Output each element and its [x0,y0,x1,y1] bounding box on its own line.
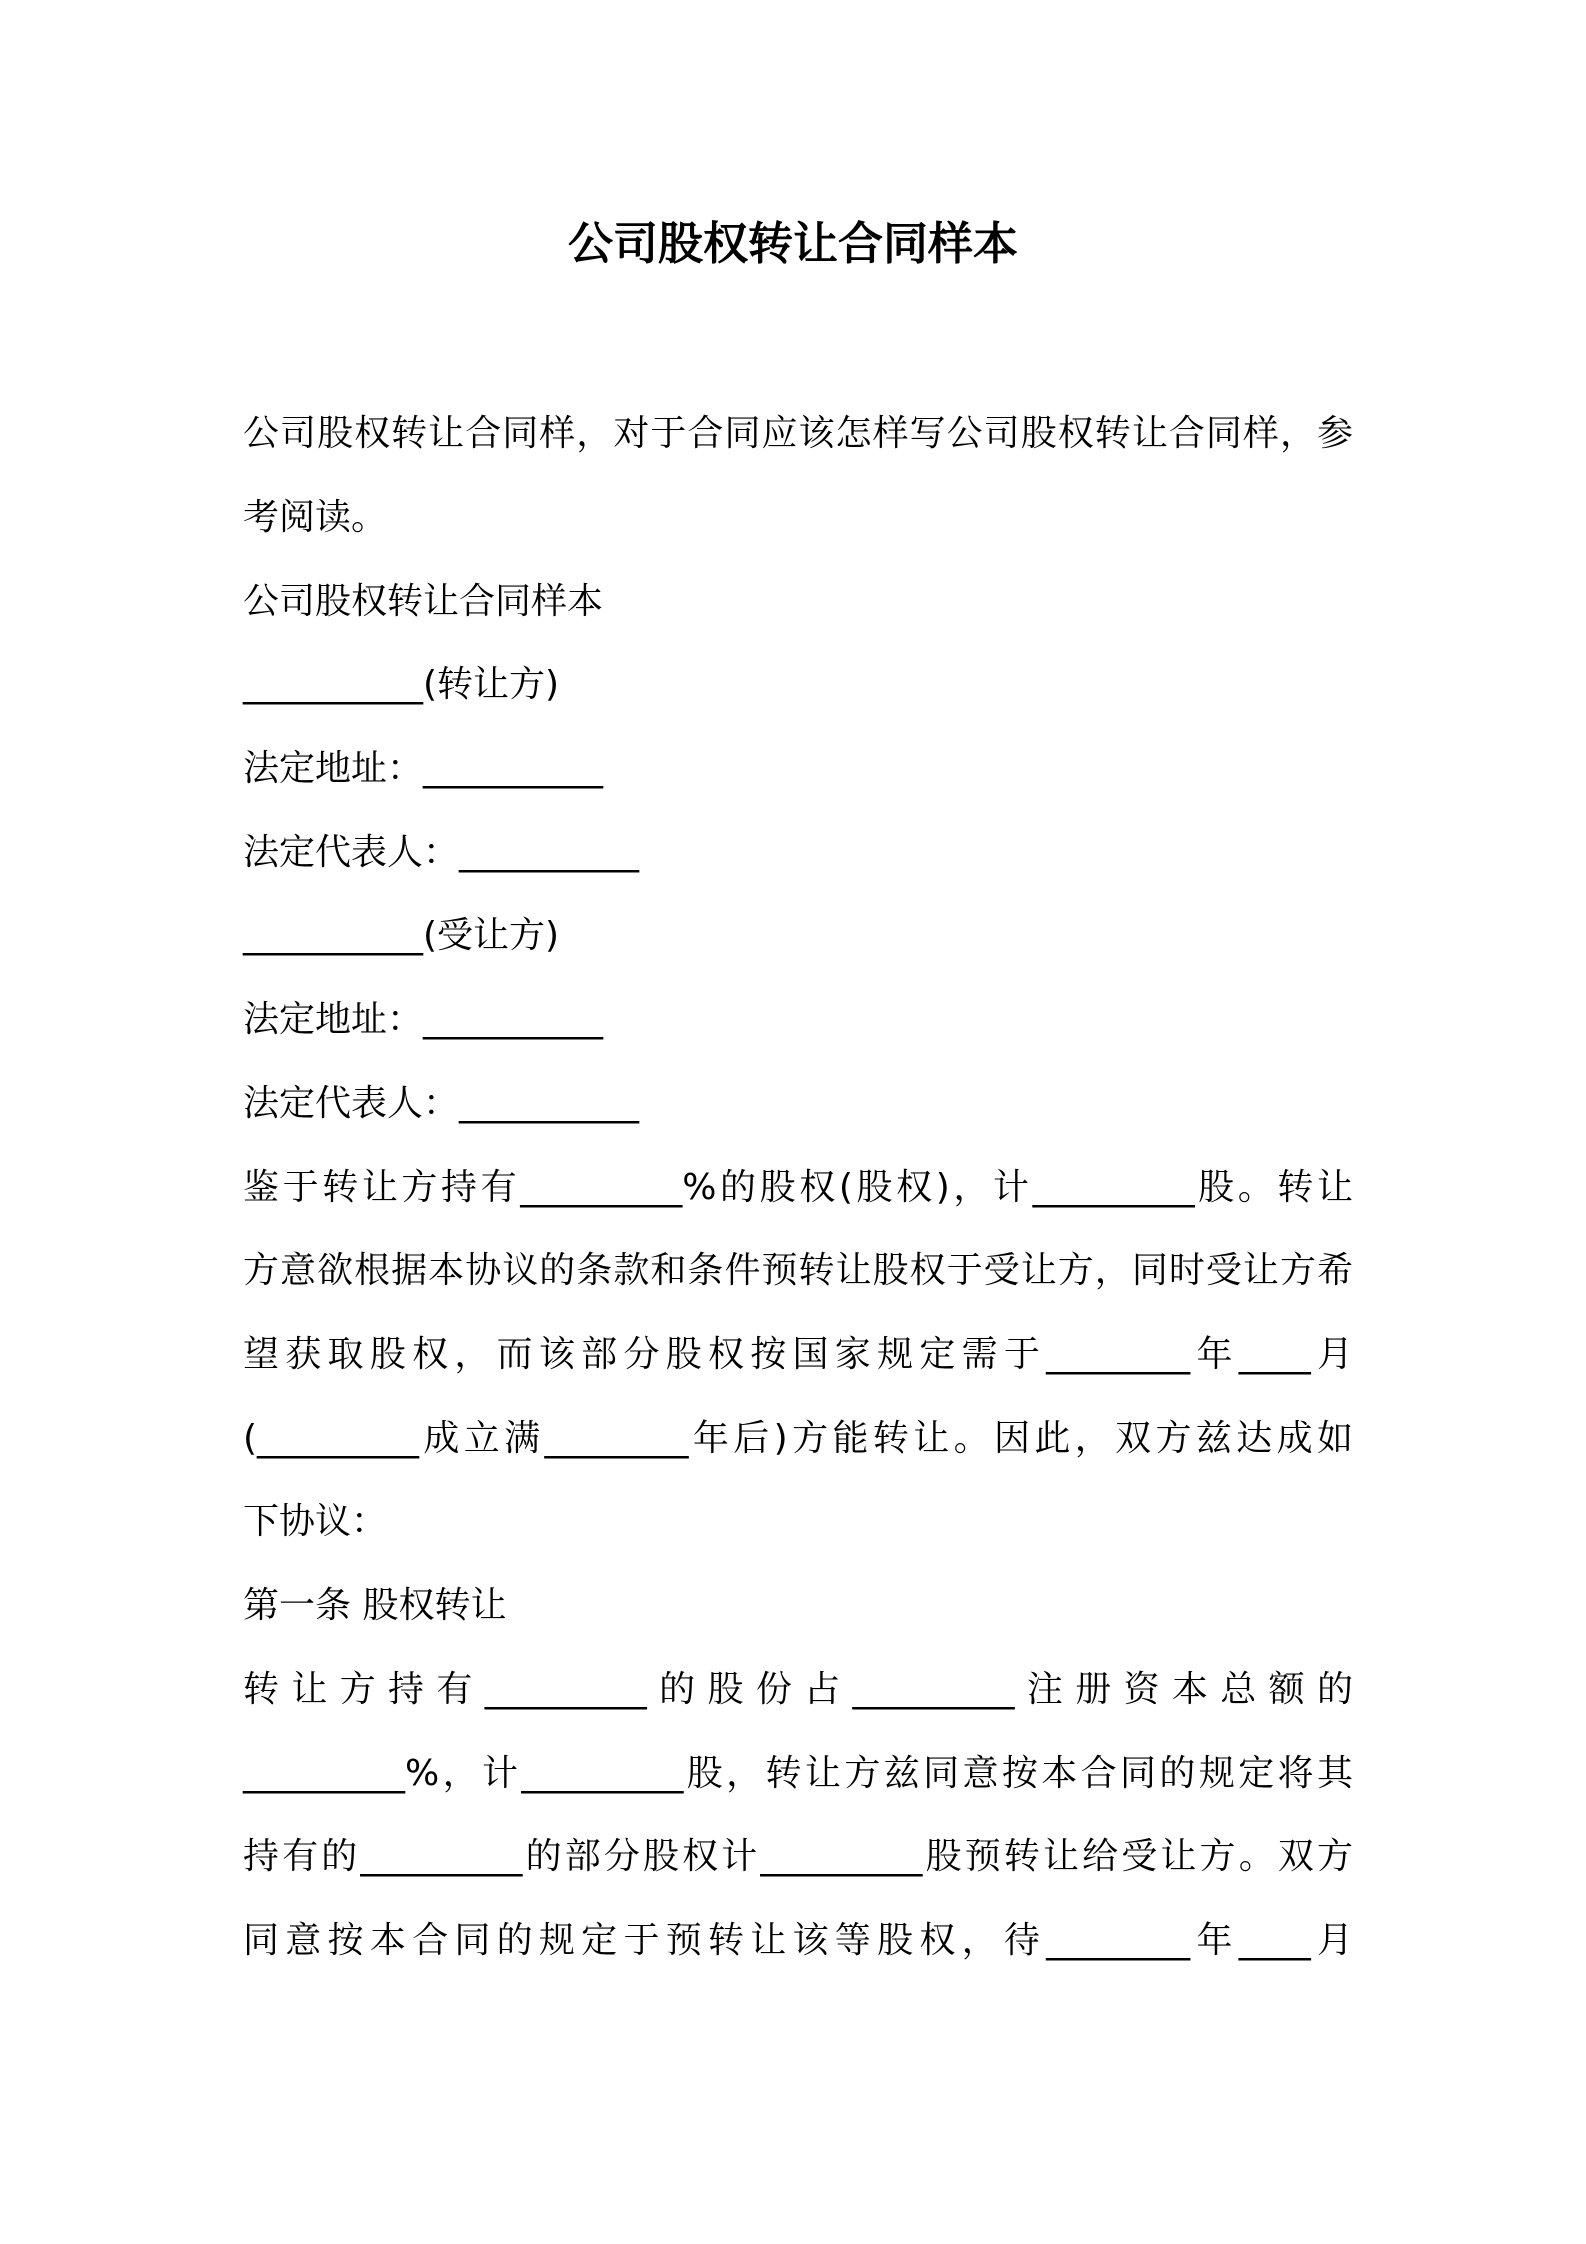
transferor-name: __________(转让方) [243,664,560,705]
transferor-representative: 法定代表人：__________ [243,832,640,873]
transferee-representative: 法定代表人：__________ [243,1083,640,1124]
recital-line-2: 方意欲根据本协议的条款和条件预转让股权于受让方，同时受让方希 [243,1250,1353,1291]
sample-heading: 公司股权转让合同样本 [243,581,604,622]
recital-line-1: 鉴于转让方持有_________%的股权(股权)，计_________股。转让 [243,1167,1353,1208]
article-1-line-2: _________%，计_________股，转让方兹同意按本合同的规定将其 [243,1753,1353,1794]
article-1-line-4: 同意按本合同的规定于预转让该等股权，待________年____月 [243,1920,1353,1961]
article-1-line-3: 持有的_________的部分股权计_________股预转让给受让方。双方 [243,1836,1353,1877]
transferee-address: 法定地址：__________ [243,999,604,1040]
intro-line-1: 公司股权转让合同样，对于合同应该怎样写公司股权转让合同样，参 [243,413,1353,454]
recital-line-5: 下协议： [243,1501,388,1542]
recital-line-4: (_________成立满________年后)方能转让。因此，双方兹达成如 [243,1418,1353,1459]
article-1-heading: 第一条 股权转让 [243,1585,507,1626]
article-1-line-1: 转让方持有_________的股份占_________注册资本总额的 [243,1669,1353,1710]
intro-line-2: 考阅读。 [243,497,388,538]
document-title: 公司股权转让合同样本 [567,217,1018,270]
transferor-address: 法定地址：__________ [243,748,604,789]
transferee-name: __________(受让方) [243,915,560,956]
recital-line-3: 望获取股权，而该部分股权按国家规定需于________年____月 [243,1334,1353,1375]
